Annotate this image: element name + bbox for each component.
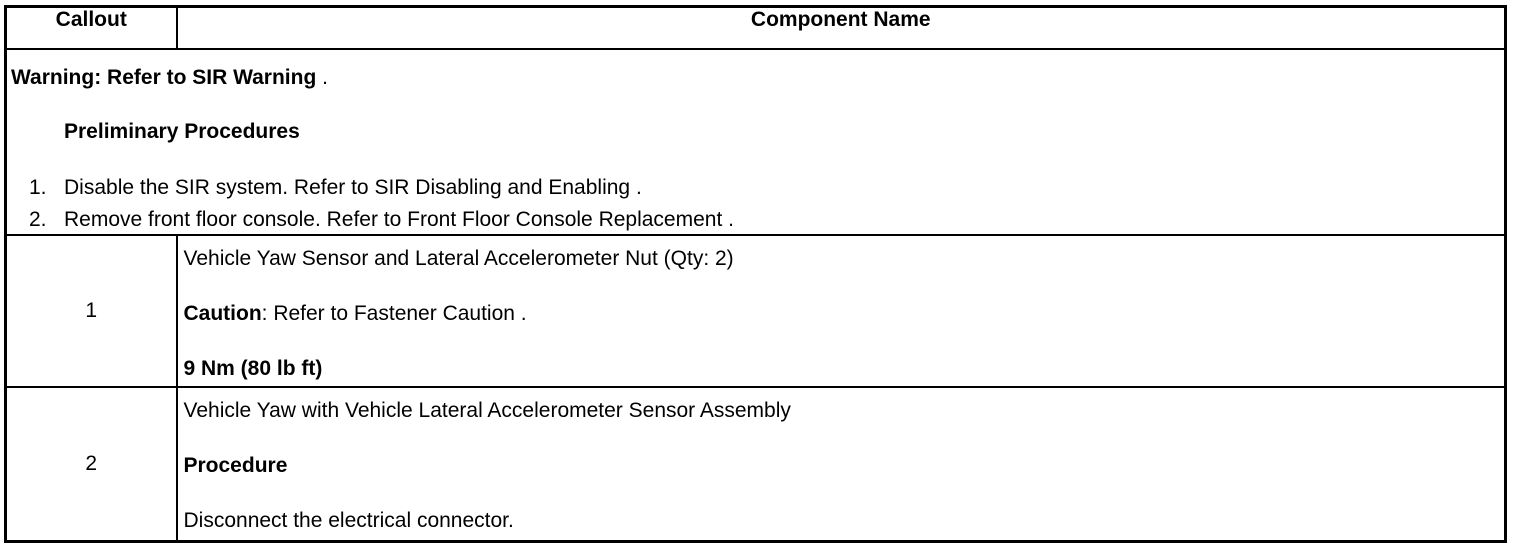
caution-line	[184, 302, 527, 326]
preliminary-procedures-title: Preliminary Procedures	[64, 120, 300, 143]
warning-line	[11, 66, 328, 90]
caution-text: : Refer to Fastener Caution .	[261, 302, 527, 325]
preliminary-cell	[6, 49, 1506, 235]
caution-label: Caution	[183, 302, 262, 325]
component-cell	[177, 235, 1506, 387]
step-text: Remove front floor console. Refer to Front Floor Console Replacement .	[64, 208, 734, 231]
preliminary-row	[6, 49, 1506, 235]
header-component-name: Component Name	[177, 7, 1506, 50]
component-table	[4, 5, 1507, 543]
warning-label: Warning:	[11, 66, 102, 89]
table-row	[6, 387, 1506, 542]
callout-cell: 2	[6, 387, 177, 542]
component-cell	[177, 387, 1506, 542]
procedure-label: Procedure	[183, 454, 288, 477]
component-name: Vehicle Yaw with Vehicle Lateral Accelerometer Sensor Assembly	[183, 399, 791, 422]
callout-cell: 1	[6, 235, 177, 387]
step-number: 2.	[29, 208, 47, 231]
step-text: Disable the SIR system. Refer to SIR Disabling and Enabling .	[64, 176, 642, 199]
warning-end: .	[316, 66, 328, 89]
table-row	[6, 235, 1506, 387]
table-header-row	[6, 7, 1506, 50]
component-name: Vehicle Yaw Sensor and Lateral Accelerometer Nut (Qty: 2)	[183, 247, 734, 270]
procedure-text: Disconnect the electrical connector.	[183, 509, 514, 532]
torque-spec: 9 Nm (80 lb ft)	[183, 357, 323, 380]
header-callout: Callout	[6, 7, 177, 50]
warning-link[interactable]: Refer to SIR Warning	[101, 66, 317, 89]
step-number: 1.	[29, 176, 47, 199]
